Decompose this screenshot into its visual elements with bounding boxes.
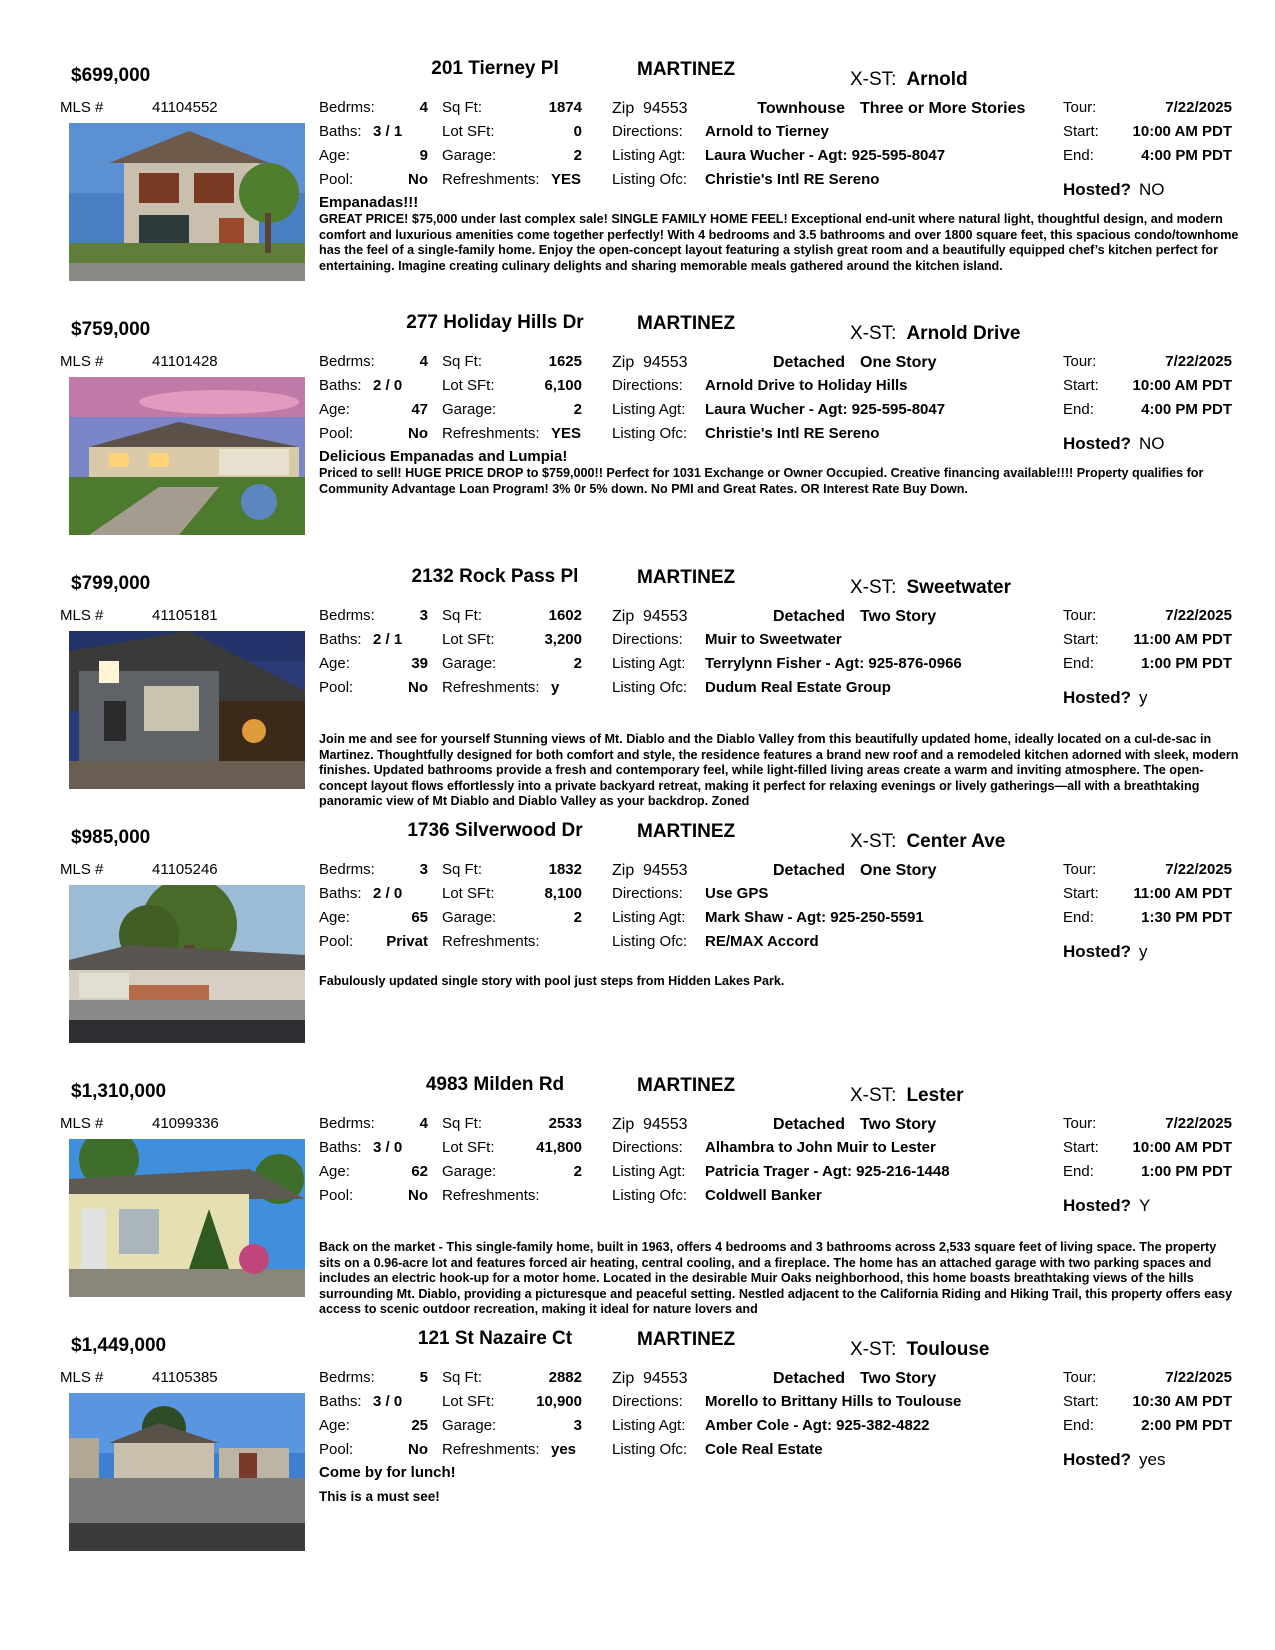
baths-label: Baths: — [319, 1393, 362, 1410]
garage-label: Garage: — [442, 909, 497, 926]
listing-city: MARTINEZ — [637, 567, 736, 588]
property-photo[interactable] — [69, 1139, 305, 1297]
pool-label: Pool: — [319, 171, 354, 188]
garage-value: 2 — [573, 147, 582, 164]
hosted-value: Y — [1139, 1196, 1151, 1215]
listing-agent-value[interactable]: Mark Shaw - Agt: 925-250-5591 — [705, 909, 924, 926]
start-time: 10:00 AM PDT — [1132, 377, 1232, 394]
start-label: Start: — [1063, 1139, 1099, 1156]
sqft-label: Sq Ft: — [442, 1369, 483, 1386]
pool-value: Privat — [386, 933, 428, 950]
sqft-value: 1832 — [548, 861, 582, 878]
mls-label: MLS # — [60, 99, 104, 116]
cross-street-label: X-ST: — [850, 577, 897, 598]
yellow-house-photo — [69, 1139, 305, 1297]
directions-label: Directions: — [612, 885, 683, 902]
property-type: Detached — [772, 862, 845, 879]
pool-label: Pool: — [319, 1441, 354, 1458]
baths-value: 2 / 1 — [373, 631, 403, 648]
end-label: End: — [1063, 655, 1094, 672]
property-stories: One Story — [860, 862, 937, 879]
property-photo[interactable] — [69, 1393, 305, 1551]
bedrooms-value: 3 — [419, 607, 428, 624]
listing-city: MARTINEZ — [637, 1329, 736, 1350]
cross-street-label: X-ST: — [850, 1085, 897, 1106]
property-stories: Three or More Stories — [860, 100, 1026, 117]
hosted-value: yes — [1139, 1450, 1166, 1469]
listing-card — [0, 298, 1275, 556]
listing-card — [0, 44, 1275, 302]
listing-note: Delicious Empanadas and Lumpia! — [319, 448, 568, 465]
cross-street — [850, 1339, 990, 1361]
property-stories: Two Story — [860, 1116, 937, 1133]
cross-street-value: Center Ave — [906, 831, 1006, 852]
bedrooms-label: Bedrms: — [319, 607, 375, 624]
cross-street-value: Arnold — [906, 69, 968, 90]
bedrooms-label: Bedrms: — [319, 353, 375, 370]
lot-label: Lot SFt: — [442, 1139, 495, 1156]
listing-price: $1,310,000 — [71, 1081, 167, 1102]
listing-agent-value[interactable]: Patricia Trager - Agt: 925-216-1448 — [705, 1163, 950, 1180]
refreshments-value: YES — [551, 425, 582, 442]
age-label: Age: — [319, 1417, 350, 1434]
listing-agent-value[interactable]: Laura Wucher - Agt: 925-595-8047 — [705, 401, 946, 418]
single-story-house-photo — [69, 885, 305, 1043]
mls-label: MLS # — [60, 1369, 104, 1386]
garage-label: Garage: — [442, 1417, 497, 1434]
listing-office-label: Listing Ofc: — [612, 171, 688, 188]
zip-value: 94553 — [643, 862, 688, 879]
zip-value: 94553 — [643, 1116, 688, 1133]
tour-date: 7/22/2025 — [1165, 99, 1232, 116]
start-label: Start: — [1063, 123, 1099, 140]
hosted-field — [1063, 1196, 1150, 1216]
refreshments-label: Refreshments: — [442, 425, 540, 442]
refreshments-value: y — [551, 679, 560, 696]
cross-street-value: Toulouse — [906, 1339, 990, 1360]
baths-label: Baths: — [319, 885, 362, 902]
listing-city: MARTINEZ — [637, 821, 736, 842]
end-label: End: — [1063, 401, 1094, 418]
start-label: Start: — [1063, 377, 1099, 394]
listing-description: Fabulously updated single story with pool just steps from Hidden Lakes Park. — [319, 974, 785, 988]
cross-street — [850, 831, 1005, 853]
listing-description: Back on the market - This single-family home, built in 1963, offers 4 bedrooms and 3 bathrooms across 2,533 square feet of living space. The property sits on a 0.96-acre lot and features forced air heating, central cooling, and a fireplace. The home has an attached garage with two parking spaces and includes an electric hook-up for a motor home. Located in the desirable Muir Oaks neighborhood, this home boasts breathtaking views of the hills surrounding Mt. Diablo, providing a picturesque and peaceful setting. Nestled adjacent to the California Riding and Hiking Trail, this property offers easy access to scenic outdoor recreation, making it ideal for nature lovers and — [319, 1240, 1233, 1316]
lot-label: Lot SFt: — [442, 631, 495, 648]
age-label: Age: — [319, 401, 350, 418]
directions-value: Use GPS — [705, 885, 769, 902]
garage-value: 2 — [573, 401, 582, 418]
directions-value: Alhambra to John Muir to Lester — [705, 1139, 936, 1156]
cross-street — [850, 1085, 963, 1107]
directions-value: Morello to Brittany Hills to Toulouse — [705, 1393, 962, 1410]
hosted-label: Hosted? — [1063, 1450, 1131, 1469]
tour-date: 7/22/2025 — [1165, 861, 1232, 878]
bedrooms-label: Bedrms: — [319, 1369, 375, 1386]
sqft-label: Sq Ft: — [442, 353, 483, 370]
refreshments-value: yes — [551, 1441, 577, 1458]
zip-value: 94553 — [643, 1370, 688, 1387]
listing-office-value: Dudum Real Estate Group — [705, 679, 891, 696]
end-time: 1:00 PM PDT — [1141, 655, 1232, 672]
bedrooms-label: Bedrms: — [319, 99, 375, 116]
cross-street-value: Sweetwater — [906, 577, 1011, 598]
baths-value: 3 / 0 — [373, 1139, 403, 1156]
start-label: Start: — [1063, 885, 1099, 902]
bedrooms-value: 4 — [419, 353, 428, 370]
mls-number: 41104552 — [152, 99, 218, 116]
tour-label: Tour: — [1063, 99, 1097, 116]
mls-number: 41101428 — [152, 353, 218, 370]
age-value: 9 — [419, 147, 428, 164]
garage-value: 2 — [573, 1163, 582, 1180]
listing-agent-label: Listing Agt: — [612, 147, 686, 164]
listing-agent-label: Listing Agt: — [612, 1417, 686, 1434]
hosted-field — [1063, 1450, 1165, 1470]
zip-label: Zip — [612, 100, 635, 117]
directions-value: Muir to Sweetwater — [705, 631, 842, 648]
pool-label: Pool: — [319, 425, 354, 442]
tour-date: 7/22/2025 — [1165, 353, 1232, 370]
start-label: Start: — [1063, 631, 1099, 648]
property-type: Detached — [772, 354, 845, 371]
listing-office-value: Coldwell Banker — [705, 1187, 822, 1204]
start-time: 11:00 AM PDT — [1133, 885, 1232, 902]
hosted-field — [1063, 688, 1148, 708]
hosted-field — [1063, 942, 1148, 962]
age-label: Age: — [319, 1163, 350, 1180]
listing-description — [319, 1514, 1239, 1592]
property-type: Detached — [772, 1116, 845, 1133]
listing-office-value: Cole Real Estate — [705, 1441, 823, 1458]
sqft-label: Sq Ft: — [442, 861, 483, 878]
tour-label: Tour: — [1063, 607, 1097, 624]
dusk-house-photo — [69, 631, 305, 789]
listing-description: Priced to sell! HUGE PRICE DROP to $759,000!! Perfect for 1031 Exchange or Owner Occupied. Creative financing available!!!! Property qualifies for Community Advantage Loan Program! 3% 0r 5% down. No PMI and Great Rates. OR Interest Rate Buy Down. — [319, 466, 1204, 496]
end-label: End: — [1063, 1417, 1094, 1434]
two-story-house-photo — [69, 1393, 305, 1551]
end-time: 4:00 PM PDT — [1141, 401, 1232, 418]
start-time: 11:00 AM PDT — [1133, 631, 1232, 648]
zip-value: 94553 — [643, 100, 688, 117]
age-label: Age: — [319, 147, 350, 164]
pool-value: No — [408, 425, 428, 442]
listing-note: Empanadas!!! — [319, 194, 419, 211]
listing-address[interactable]: 121 St Nazaire Ct — [417, 1328, 573, 1349]
listing-card — [0, 1060, 1275, 1318]
listing-agent-value[interactable]: Laura Wucher - Agt: 925-595-8047 — [705, 147, 946, 164]
refreshments-label: Refreshments: — [442, 933, 540, 950]
mls-number: 41105181 — [152, 607, 218, 624]
ranch-house-sunset-photo — [69, 377, 305, 535]
tour-label: Tour: — [1063, 1115, 1097, 1132]
listing-price: $759,000 — [71, 319, 151, 340]
directions-label: Directions: — [612, 377, 683, 394]
listing-agent-label: Listing Agt: — [612, 401, 686, 418]
start-label: Start: — [1063, 1393, 1099, 1410]
listing-agent-label: Listing Agt: — [612, 909, 686, 926]
lot-value: 10,900 — [536, 1393, 582, 1410]
age-value: 25 — [411, 1417, 428, 1434]
garage-value: 3 — [573, 1417, 582, 1434]
pool-value: No — [408, 171, 428, 188]
property-photo[interactable] — [69, 377, 305, 535]
directions-value: Arnold Drive to Holiday Hills — [705, 377, 908, 394]
directions-label: Directions: — [612, 123, 683, 140]
end-label: End: — [1063, 147, 1094, 164]
listing-price: $1,449,000 — [71, 1335, 167, 1356]
baths-label: Baths: — [319, 631, 362, 648]
cross-street-value: Lester — [906, 1085, 964, 1106]
tour-date: 7/22/2025 — [1165, 1115, 1232, 1132]
lot-label: Lot SFt: — [442, 123, 495, 140]
listing-agent-value[interactable]: Terrylynn Fisher - Agt: 925-876-0966 — [705, 655, 962, 672]
bedrooms-value: 5 — [419, 1369, 428, 1386]
end-time: 2:00 PM PDT — [1141, 1417, 1232, 1434]
listing-agent-value[interactable]: Amber Cole - Agt: 925-382-4822 — [705, 1417, 930, 1434]
listing-city: MARTINEZ — [637, 313, 736, 334]
age-value: 39 — [411, 655, 428, 672]
listing-agent-label: Listing Agt: — [612, 1163, 686, 1180]
hosted-value: y — [1139, 942, 1148, 961]
bedrooms-label: Bedrms: — [319, 861, 375, 878]
property-stories: Two Story — [860, 608, 937, 625]
sqft-value: 2882 — [548, 1369, 582, 1386]
refreshments-label: Refreshments: — [442, 679, 540, 696]
lot-value: 3,200 — [544, 631, 582, 648]
townhouse-photo — [69, 123, 305, 281]
tour-date: 7/22/2025 — [1165, 1369, 1232, 1386]
directions-label: Directions: — [612, 1393, 683, 1410]
hosted-label: Hosted? — [1063, 434, 1131, 453]
mls-number: 41105246 — [152, 861, 218, 878]
garage-value: 2 — [573, 655, 582, 672]
end-label: End: — [1063, 909, 1094, 926]
start-time: 10:00 AM PDT — [1132, 1139, 1232, 1156]
listing-office-value: Christie's Intl RE Sereno — [705, 425, 880, 442]
property-photo[interactable] — [69, 885, 305, 1043]
listing-address[interactable]: 4983 Milden Rd — [425, 1074, 565, 1095]
listing-address[interactable]: 1736 Silverwood Dr — [407, 820, 583, 841]
listing-office-label: Listing Ofc: — [612, 1187, 688, 1204]
hosted-value: y — [1139, 688, 1148, 707]
property-stories: One Story — [860, 354, 937, 371]
sqft-label: Sq Ft: — [442, 607, 483, 624]
mls-label: MLS # — [60, 353, 104, 370]
lot-value: 8,100 — [544, 885, 582, 902]
listing-office-label: Listing Ofc: — [612, 933, 688, 950]
mls-number: 41099336 — [152, 1115, 219, 1132]
refreshments-value: YES — [551, 171, 582, 188]
sqft-value: 1602 — [548, 607, 582, 624]
bedrooms-value: 3 — [419, 861, 428, 878]
listing-card — [0, 1314, 1275, 1572]
pool-label: Pool: — [319, 679, 354, 696]
garage-label: Garage: — [442, 147, 497, 164]
listing-address[interactable]: 2132 Rock Pass Pl — [411, 566, 579, 587]
listing-office-label: Listing Ofc: — [612, 679, 688, 696]
baths-value: 2 / 0 — [373, 885, 403, 902]
listing-agent-label: Listing Agt: — [612, 655, 686, 672]
baths-value: 3 / 1 — [373, 123, 403, 140]
sqft-value: 1625 — [548, 353, 582, 370]
zip-label: Zip — [612, 1116, 635, 1133]
cross-street-label: X-ST: — [850, 831, 897, 852]
age-value: 65 — [411, 909, 428, 926]
refreshments-label: Refreshments: — [442, 171, 540, 188]
cross-street — [850, 69, 968, 91]
listing-note: Come by for lunch! — [319, 1464, 456, 1481]
cross-street-label: X-ST: — [850, 69, 897, 90]
garage-label: Garage: — [442, 1163, 497, 1180]
end-label: End: — [1063, 1163, 1094, 1180]
tour-label: Tour: — [1063, 353, 1097, 370]
directions-label: Directions: — [612, 1139, 683, 1156]
property-type: Detached — [772, 1370, 845, 1387]
lot-label: Lot SFt: — [442, 1393, 495, 1410]
listing-office-label: Listing Ofc: — [612, 1441, 688, 1458]
mls-label: MLS # — [60, 861, 104, 878]
directions-value: Arnold to Tierney — [705, 123, 829, 140]
tour-date: 7/22/2025 — [1165, 607, 1232, 624]
lot-value: 41,800 — [536, 1139, 582, 1156]
pool-value: No — [408, 679, 428, 696]
listing-city: MARTINEZ — [637, 1075, 736, 1096]
age-label: Age: — [319, 909, 350, 926]
listing-card — [0, 552, 1275, 810]
hosted-field — [1063, 434, 1165, 454]
lot-value: 0 — [573, 123, 582, 140]
listing-card — [0, 806, 1275, 1064]
hosted-value: NO — [1139, 434, 1165, 453]
baths-value: 2 / 0 — [373, 377, 403, 394]
hosted-label: Hosted? — [1063, 1196, 1131, 1215]
listing-office-label: Listing Ofc: — [612, 425, 688, 442]
zip-label: Zip — [612, 862, 635, 879]
zip-label: Zip — [612, 1370, 635, 1387]
lot-value: 6,100 — [544, 377, 582, 394]
garage-label: Garage: — [442, 401, 497, 418]
cross-street-label: X-ST: — [850, 1339, 897, 1360]
baths-label: Baths: — [319, 377, 362, 394]
start-time: 10:30 AM PDT — [1132, 1393, 1232, 1410]
sqft-label: Sq Ft: — [442, 1115, 483, 1132]
mls-label: MLS # — [60, 607, 104, 624]
tour-label: Tour: — [1063, 861, 1097, 878]
lot-label: Lot SFt: — [442, 377, 495, 394]
pool-value: No — [408, 1187, 428, 1204]
age-value: 47 — [411, 401, 428, 418]
zip-label: Zip — [612, 354, 635, 371]
end-time: 4:00 PM PDT — [1141, 147, 1232, 164]
bedrooms-label: Bedrms: — [319, 1115, 375, 1132]
listing-city: MARTINEZ — [637, 59, 736, 80]
bedrooms-value: 4 — [419, 1115, 428, 1132]
listing-description: GREAT PRICE! $75,000 under last complex sale! SINGLE FAMILY HOME FEEL! Exceptional end-unit where natural light, thoughtful design, and modern comfort and luxurious amenities come together perfectly! With 4 bedrooms and 3.5 bathrooms and over 1800 square feet, this spacious condo/townhome has the feel of a single-family home. Enjoy the open-concept layout featuring a stylish great room and a beautifully equipped chef’s kitchen perfect for entertaining. Imagine creating culinary delights and sharing memorable meals gathered around the kitchen island. — [319, 212, 1239, 273]
listing-note-secondary: This is a must see! — [319, 1489, 440, 1504]
listing-address[interactable]: 277 Holiday Hills Dr — [406, 312, 584, 333]
baths-value: 3 / 0 — [373, 1393, 403, 1410]
refreshments-label: Refreshments: — [442, 1187, 540, 1204]
property-photo[interactable] — [69, 123, 305, 281]
property-type: Detached — [772, 608, 845, 625]
age-value: 62 — [411, 1163, 428, 1180]
sqft-value: 2533 — [548, 1115, 582, 1132]
age-label: Age: — [319, 655, 350, 672]
baths-label: Baths: — [319, 123, 362, 140]
listing-price: $799,000 — [71, 573, 151, 594]
garage-label: Garage: — [442, 655, 497, 672]
property-type: Townhouse — [757, 100, 845, 117]
listing-price: $699,000 — [71, 65, 151, 86]
end-time: 1:30 PM PDT — [1141, 909, 1232, 926]
listing-description: Join me and see for yourself Stunning views of Mt. Diablo and the Diablo Valley from this beautifully updated home, ideally located on a cul-de-sac in Martinez. Thoughtfully designed for both comfort and style, the residence features a brand new roof and a remodeled kitchen adorned with sleek, modern finishes. Updated bathrooms provide a fresh and contemporary feel, while light-filled living areas create a warm and inviting atmosphere. The open-concept layout flows effortlessly into a private backyard retreat, making it perfect for relaxing evenings or lively gatherings—all with a breathtaking panoramic view of Mt Diablo and Diablo Valley as your backdrop. Zoned — [319, 732, 1239, 808]
baths-label: Baths: — [319, 1139, 362, 1156]
property-stories: Two Story — [860, 1370, 937, 1387]
zip-label: Zip — [612, 608, 635, 625]
end-time: 1:00 PM PDT — [1141, 1163, 1232, 1180]
property-photo[interactable] — [69, 631, 305, 789]
listing-price: $985,000 — [71, 827, 151, 848]
hosted-label: Hosted? — [1063, 180, 1131, 199]
cross-street-label: X-ST: — [850, 323, 897, 344]
lot-label: Lot SFt: — [442, 885, 495, 902]
cross-street — [850, 577, 1011, 599]
hosted-label: Hosted? — [1063, 688, 1131, 707]
cross-street-value: Arnold Drive — [906, 323, 1021, 344]
mls-number: 41105385 — [152, 1369, 218, 1386]
listing-office-value: Christie's Intl RE Sereno — [705, 171, 880, 188]
pool-value: No — [408, 1441, 428, 1458]
garage-value: 2 — [573, 909, 582, 926]
pool-label: Pool: — [319, 933, 354, 950]
zip-value: 94553 — [643, 354, 688, 371]
listing-office-value: RE/MAX Accord — [705, 933, 819, 950]
cross-street — [850, 323, 1020, 345]
hosted-value: NO — [1139, 180, 1165, 199]
bedrooms-value: 4 — [419, 99, 428, 116]
pool-label: Pool: — [319, 1187, 354, 1204]
directions-label: Directions: — [612, 631, 683, 648]
sqft-label: Sq Ft: — [442, 99, 483, 116]
hosted-field — [1063, 180, 1165, 200]
refreshments-label: Refreshments: — [442, 1441, 540, 1458]
listing-address[interactable]: 201 Tierney Pl — [431, 58, 559, 79]
start-time: 10:00 AM PDT — [1132, 123, 1232, 140]
tour-label: Tour: — [1063, 1369, 1097, 1386]
mls-label: MLS # — [60, 1115, 104, 1132]
zip-value: 94553 — [643, 608, 688, 625]
sqft-value: 1874 — [548, 99, 582, 116]
hosted-label: Hosted? — [1063, 942, 1131, 961]
